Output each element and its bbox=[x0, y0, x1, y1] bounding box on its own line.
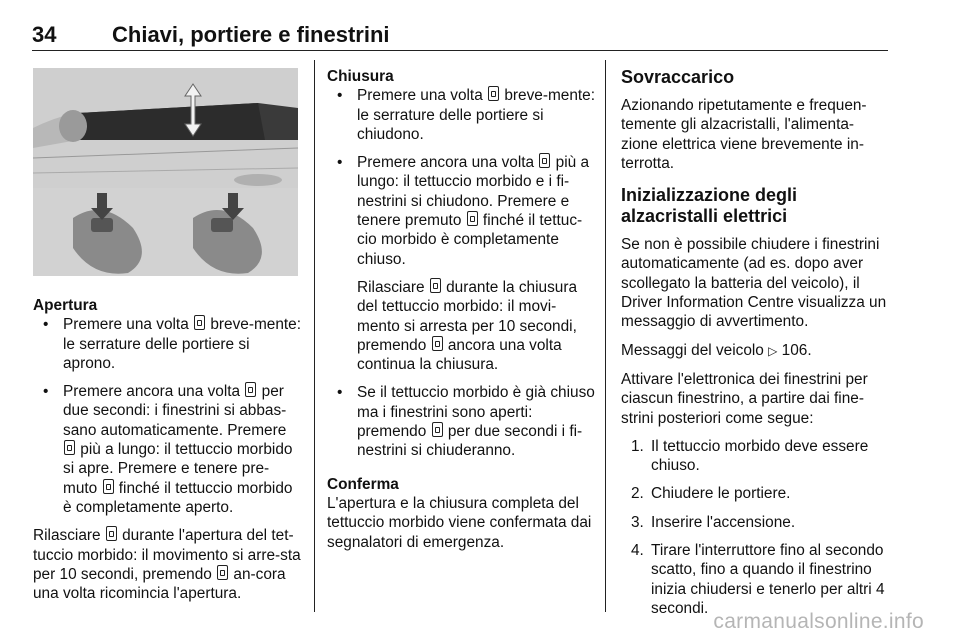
key-lock-icon bbox=[430, 278, 441, 293]
page-reference-link[interactable]: 106. bbox=[781, 341, 812, 359]
middle-column bbox=[327, 67, 595, 561]
heading-chiusura: Chiusura bbox=[327, 68, 394, 85]
column-divider bbox=[314, 60, 315, 612]
heading-sovraccarico: Sovraccarico bbox=[621, 67, 735, 87]
key-lock-icon bbox=[488, 86, 499, 101]
left-column bbox=[33, 296, 301, 612]
messages-reference: Messaggi del veicolo ▷ 106. bbox=[621, 341, 812, 359]
key-lock-icon bbox=[432, 422, 443, 437]
list-item: 4. Tirare l'interruttore fino al secondo scatto, fino a quando il finestrino inizia chiudersi e tenerlo per altri 4 secondi. bbox=[631, 542, 885, 617]
key-unlock-icon bbox=[194, 315, 205, 330]
list-item: 1. Il tettuccio morbido deve essere chiuso. bbox=[631, 437, 869, 475]
chiusura-release-paragraph: Rilasciare durante la chiusura del tettuccio morbido: il movi-mento si arresta per 10 secondi, premendo ancora una volta continua la chiusura. bbox=[357, 278, 578, 374]
heading-apertura: Apertura bbox=[33, 297, 98, 314]
list-item: • Se il tettuccio morbido è già chiuso ma i finestrini sono aperti: premendo per due secondi i fi-nestrini si chiuderanno. bbox=[327, 383, 595, 460]
chiusura-list bbox=[327, 86, 595, 460]
right-column bbox=[621, 67, 889, 627]
activate-text: Attivare l'elettronica dei finestrini per ciascun finestrino, a partire dai fine-strini posteriori come segue: bbox=[621, 370, 868, 427]
watermark: carmanualsonline.info bbox=[713, 610, 924, 633]
page-header bbox=[32, 22, 888, 51]
list-item: • Premere una volta breve-mente: le serrature delle portiere si aprono. bbox=[33, 315, 301, 373]
column-divider bbox=[605, 60, 606, 612]
steps-list bbox=[621, 437, 889, 618]
key-lock-icon bbox=[467, 211, 478, 226]
init-text: Se non è possibile chiudere i finestrini automaticamente (ad es. dopo aver scollegato la batteria del veicolo), il Driver Information Centre visualizza un messaggio di avvertimento. bbox=[621, 236, 887, 331]
page-title: Chiavi, portiere e finestrini bbox=[112, 22, 390, 47]
page-number: 34 bbox=[32, 22, 57, 47]
conferma-text: L'apertura e la chiusura completa del tettuccio morbido viene confermata dai segnalatori di emergenza. bbox=[327, 494, 592, 551]
list-item: 3. Inserire l'accensione. bbox=[631, 513, 796, 531]
car-key-illustration bbox=[33, 68, 298, 276]
page-reference-icon: ▷ bbox=[768, 343, 778, 358]
heading-conferma: Conferma bbox=[327, 475, 399, 493]
key-unlock-icon bbox=[245, 382, 256, 397]
heading-inizializzazione: Inizializzazione degli alzacristalli elettrici bbox=[621, 185, 798, 227]
list-item: • Premere ancora una volta per due secondi: i finestrini si abbas-sano automaticamente. Premere più a lungo: il tettuccio morbido si apre. Premere e tenere pre-muto finché il tettuccio morbido è completamente aperto. bbox=[33, 382, 301, 517]
key-unlock-icon bbox=[217, 565, 228, 580]
apertura-release-paragraph: Rilasciare durante l'apertura del tet-tuccio morbido: il movimento si arre-sta per 10 secondi, premendo an-cora una volta ricomincia l'apertura. bbox=[33, 527, 301, 603]
list-item: • Premere una volta breve-mente: le serrature delle portiere si chiudono. bbox=[327, 86, 595, 144]
overload-text: Azionando ripetutamente e frequen-temente gli alzacristalli, l'alimenta-zione elettrica viene brevemente in-terrotta. bbox=[621, 97, 867, 172]
key-lock-icon bbox=[432, 336, 443, 351]
apertura-list bbox=[33, 315, 301, 517]
key-unlock-icon bbox=[103, 479, 114, 494]
list-item: 2. Chiudere le portiere. bbox=[631, 485, 791, 503]
key-unlock-icon bbox=[64, 440, 75, 455]
list-item: • Premere ancora una volta più a lungo: il tettuccio morbido e i fi-nestrini si chiudono. Premere e tenere premuto finché il tettuc-cio morbido è completamente chiuso. Rilasciare durante la chiusura del tettuccio morbido: il movi-mento si arresta per 10 secondi, premendo ancora una volta continua la chiusura. bbox=[327, 153, 595, 374]
key-unlock-icon bbox=[106, 526, 117, 541]
key-lock-icon bbox=[539, 153, 550, 168]
